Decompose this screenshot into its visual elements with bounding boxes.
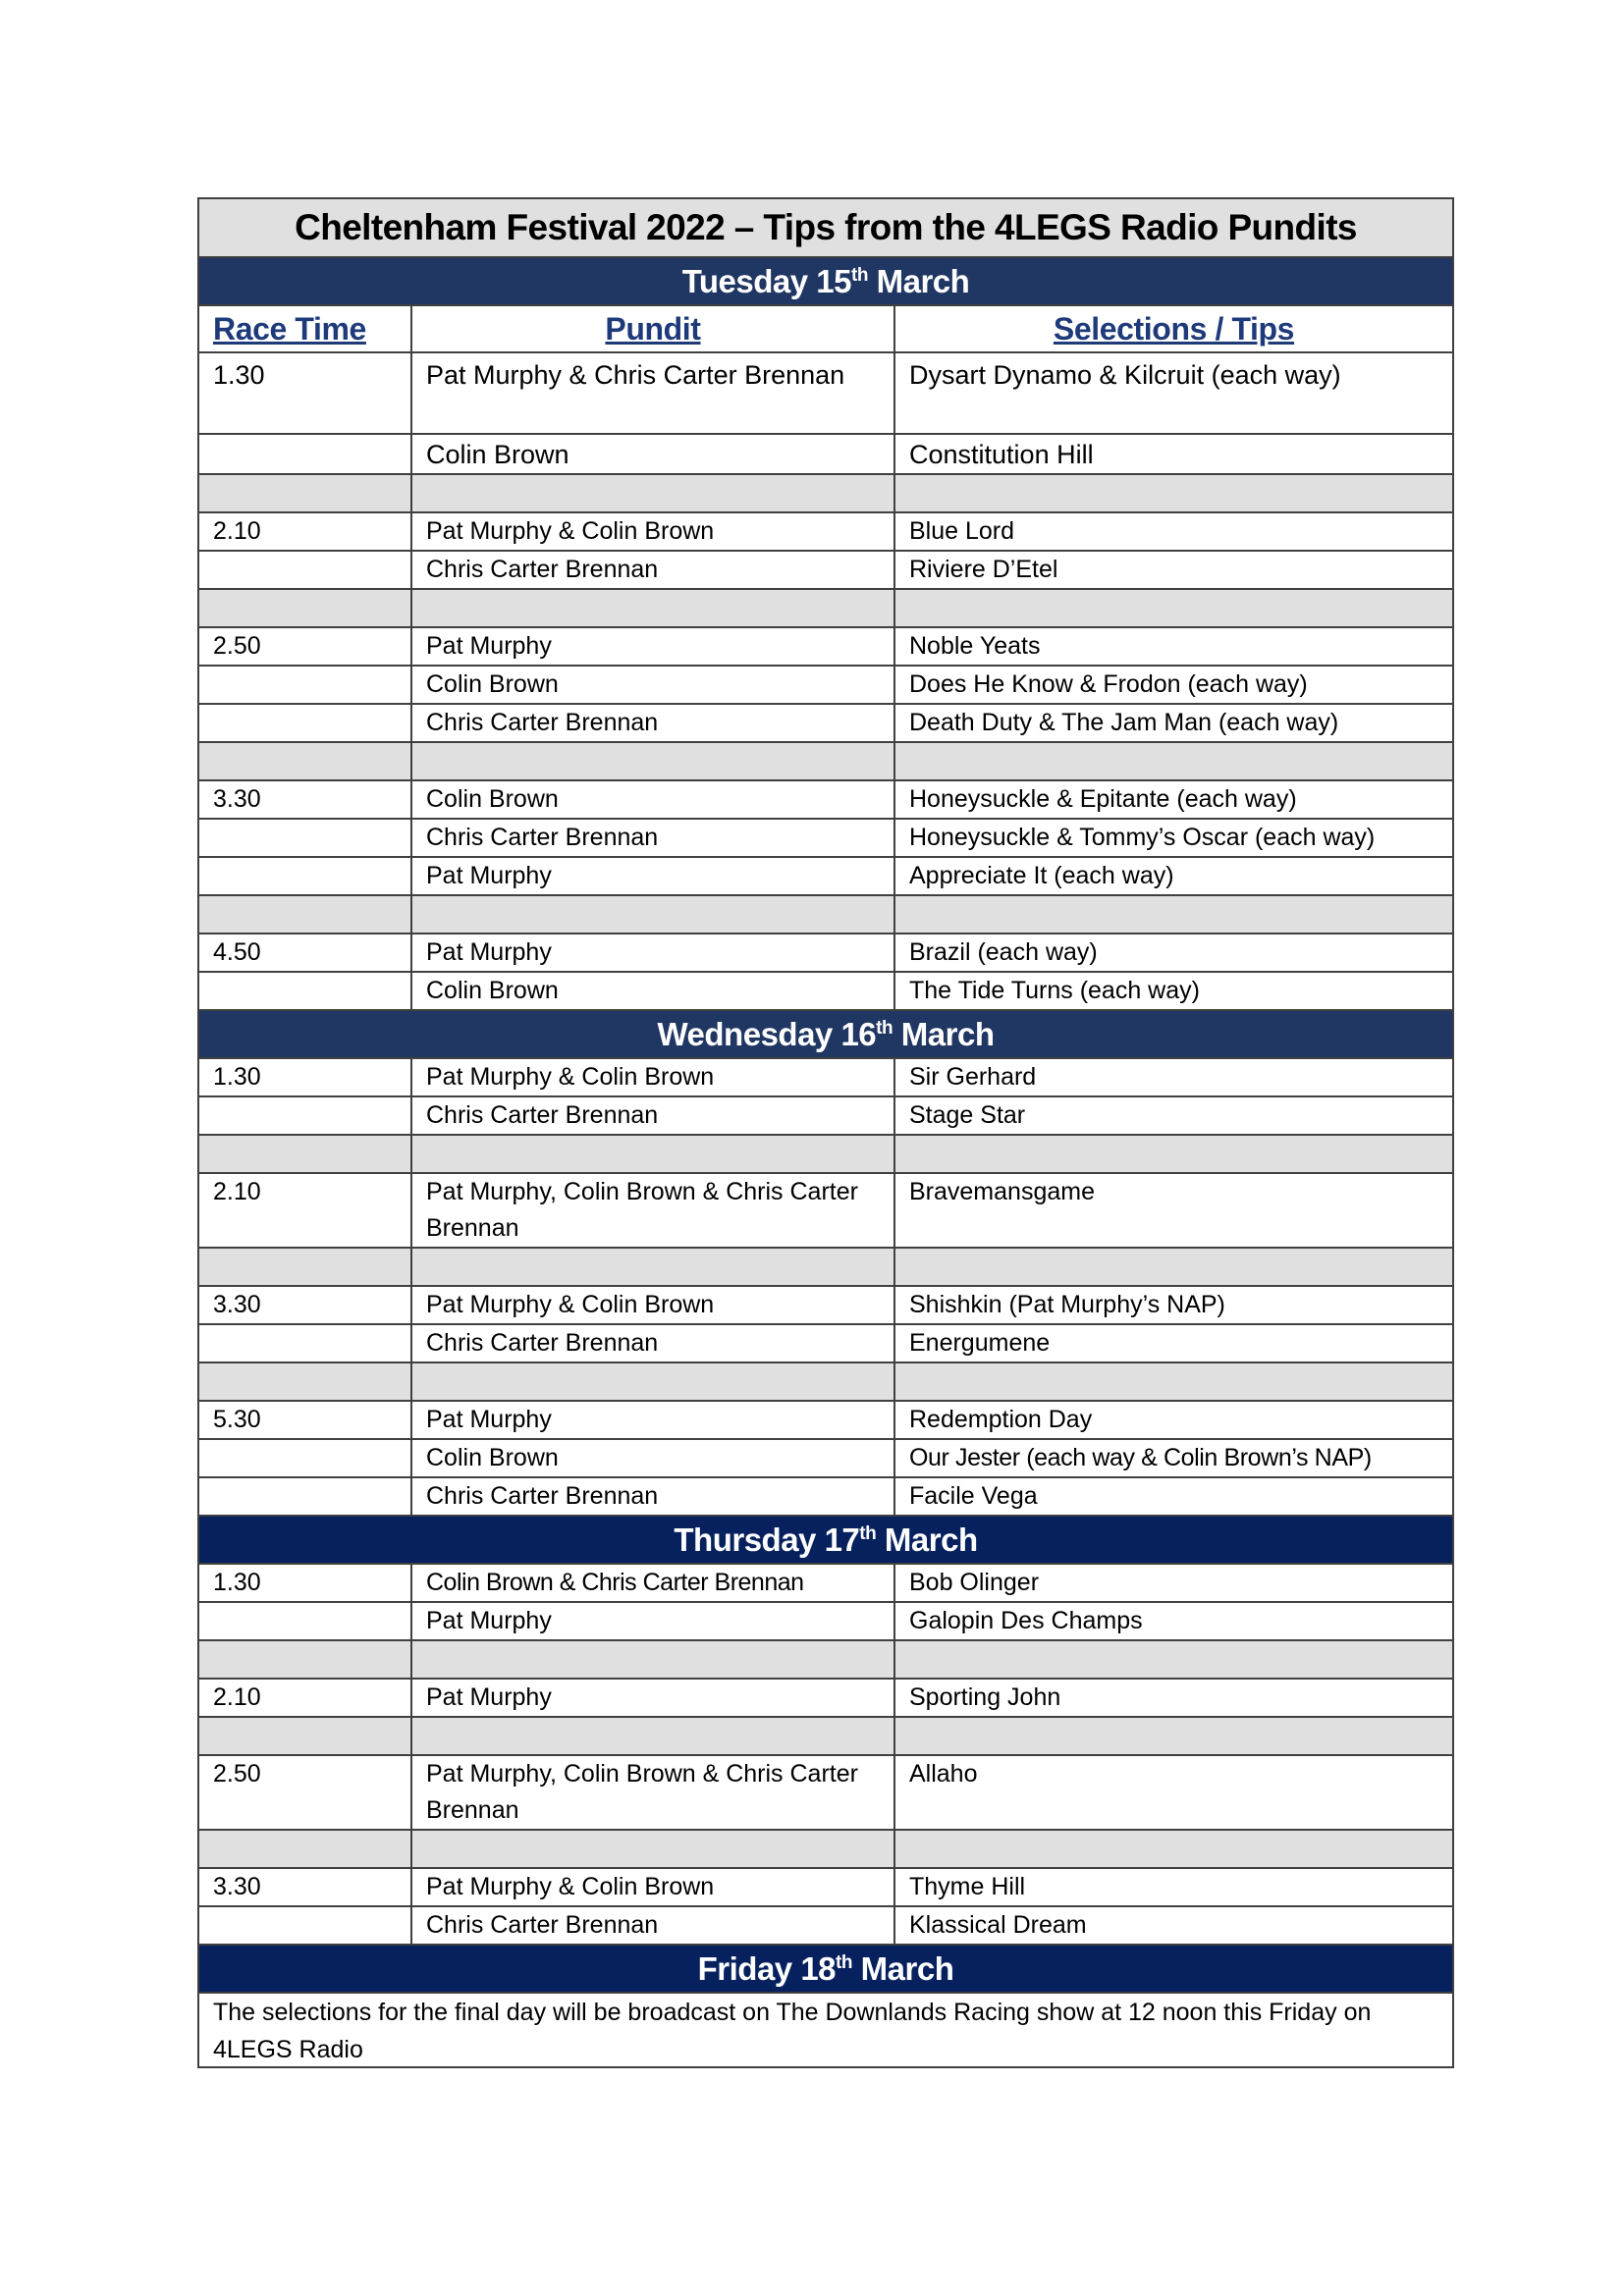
tips-table — [197, 197, 1454, 2068]
tip: Thyme Hill — [893, 1869, 1452, 1905]
tip: The Tide Turns (each way) — [893, 973, 1452, 1009]
pundit: Chris Carter Brennan — [410, 1478, 893, 1515]
column-headers — [199, 304, 1452, 351]
tip: Honeysuckle & Epitante (each way) — [893, 781, 1452, 818]
pundit: Pat Murphy — [410, 1680, 893, 1716]
pundit: Pat Murphy — [410, 1402, 893, 1438]
spacer-row — [199, 1716, 1452, 1754]
pundit: Chris Carter Brennan — [410, 705, 893, 741]
table-row — [199, 626, 1452, 665]
pundit: Chris Carter Brennan — [410, 1907, 893, 1944]
table-row — [199, 1057, 1452, 1095]
race-time — [199, 1603, 410, 1639]
pundit: Colin Brown — [410, 781, 893, 818]
tip: Constitution Hill — [893, 435, 1452, 473]
pundit: Pat Murphy & Colin Brown — [410, 513, 893, 550]
friday-note: The selections for the final day will be broadcast on The Downlands Racing show at 12 noon this Friday on 4LEGS Radio — [213, 1999, 1372, 2063]
table-row — [199, 1285, 1452, 1323]
pundit: Chris Carter Brennan — [410, 1097, 893, 1134]
spacer-row — [199, 741, 1452, 779]
race-time: 2.10 — [213, 1178, 261, 1205]
race-time: 1.30 — [213, 1063, 261, 1091]
pundit: Colin Brown — [410, 973, 893, 1009]
table-row — [199, 1438, 1452, 1476]
table-row — [199, 856, 1452, 894]
day-title: Wednesday 16th March — [657, 1015, 995, 1052]
pundit: Chris Carter Brennan — [410, 1325, 893, 1362]
pundit: Pat Murphy — [410, 1603, 893, 1639]
race-time: 4.50 — [213, 938, 261, 966]
race-time — [199, 667, 410, 703]
spacer-row — [199, 1362, 1452, 1400]
spacer-row — [199, 894, 1452, 933]
race-time: 3.30 — [213, 1291, 261, 1318]
pundit: Colin Brown — [410, 667, 893, 703]
tip: Sporting John — [893, 1680, 1452, 1716]
race-time — [199, 1907, 410, 1944]
friday-note-row — [199, 1992, 1452, 2066]
day-header-wednesday — [199, 1009, 1452, 1057]
day-header-thursday — [199, 1515, 1452, 1563]
table-row — [199, 1905, 1452, 1944]
pundit: Pat Murphy & Chris Carter Brennan — [410, 353, 893, 433]
header-race-time: Race Time — [213, 311, 366, 347]
spacer-row — [199, 1639, 1452, 1678]
tip: Dysart Dynamo & Kilcruit (each way) — [893, 353, 1452, 433]
race-time: 2.10 — [213, 517, 261, 545]
table-row — [199, 1400, 1452, 1438]
day-title: Tuesday 15th March — [681, 262, 970, 299]
table-row — [199, 818, 1452, 856]
race-time — [199, 820, 410, 856]
pundit: Chris Carter Brennan — [410, 820, 893, 856]
race-time — [199, 552, 410, 588]
pundit: Pat Murphy — [410, 628, 893, 665]
pundit: Chris Carter Brennan — [410, 552, 893, 588]
table-row — [199, 1095, 1452, 1134]
race-time — [199, 1097, 410, 1134]
table-row — [199, 1172, 1452, 1247]
pundit: Colin Brown — [410, 1440, 893, 1476]
tip: Allaho — [893, 1756, 1452, 1829]
tip: Klassical Dream — [893, 1907, 1452, 1944]
race-time: 2.50 — [213, 632, 261, 660]
race-time — [199, 1325, 410, 1362]
pundit: Pat Murphy, Colin Brown & Chris Carter Brennan — [410, 1756, 893, 1829]
tip: Honeysuckle & Tommy’s Oscar (each way) — [893, 820, 1452, 856]
race-time — [199, 1478, 410, 1515]
tip: Shishkin (Pat Murphy’s NAP) — [893, 1287, 1452, 1323]
pundit: Pat Murphy — [410, 934, 893, 971]
tip: Riviere D’Etel — [893, 552, 1452, 588]
tip: Redemption Day — [893, 1402, 1452, 1438]
tip: Noble Yeats — [893, 628, 1452, 665]
document-title — [199, 199, 1452, 256]
race-time — [199, 858, 410, 894]
pundit: Colin Brown — [410, 435, 893, 473]
race-time — [199, 973, 410, 1009]
day-title: Thursday 17th March — [674, 1521, 978, 1558]
table-row — [199, 511, 1452, 550]
table-row — [199, 1601, 1452, 1639]
race-time — [199, 435, 410, 473]
pundit: Colin Brown & Chris Carter Brennan — [410, 1565, 893, 1601]
race-time: 1.30 — [213, 360, 265, 390]
day-header-friday — [199, 1944, 1452, 1992]
tip: Our Jester (each way & Colin Brown’s NAP) — [893, 1440, 1452, 1476]
race-time — [199, 1440, 410, 1476]
tip: Does He Know & Frodon (each way) — [893, 667, 1452, 703]
header-selections: Selections / Tips — [893, 306, 1452, 351]
tip: Stage Star — [893, 1097, 1452, 1134]
spacer-row — [199, 1247, 1452, 1285]
table-row — [199, 665, 1452, 703]
table-row — [199, 1867, 1452, 1905]
tip: Energumene — [893, 1325, 1452, 1362]
table-row — [199, 1754, 1452, 1829]
spacer-row — [199, 1134, 1452, 1172]
tip: Bravemansgame — [893, 1174, 1452, 1247]
race-time: 5.30 — [213, 1406, 261, 1433]
race-time: 2.10 — [213, 1683, 261, 1711]
table-row — [199, 1476, 1452, 1515]
spacer-row — [199, 588, 1452, 626]
tip: Sir Gerhard — [893, 1059, 1452, 1095]
pundit: Pat Murphy & Colin Brown — [410, 1287, 893, 1323]
table-row — [199, 550, 1452, 588]
tip: Death Duty & The Jam Man (each way) — [893, 705, 1452, 741]
tip: Blue Lord — [893, 513, 1452, 550]
table-row — [199, 703, 1452, 741]
pundit: Pat Murphy — [410, 858, 893, 894]
spacer-row — [199, 473, 1452, 511]
title-text: Cheltenham Festival 2022 – Tips from the 4LEGS Radio Pundits — [295, 207, 1357, 247]
race-time: 2.50 — [213, 1760, 261, 1788]
table-row — [199, 1563, 1452, 1601]
table-row — [199, 1323, 1452, 1362]
day-title: Friday 18th March — [697, 1949, 954, 1987]
table-row — [199, 779, 1452, 818]
race-time: 3.30 — [213, 1873, 261, 1900]
spacer-row — [199, 1829, 1452, 1867]
table-row — [199, 1678, 1452, 1716]
day-header-tuesday — [199, 256, 1452, 304]
table-row — [199, 933, 1452, 971]
tip: Galopin Des Champs — [893, 1603, 1452, 1639]
tip: Facile Vega — [893, 1478, 1452, 1515]
pundit: Pat Murphy & Colin Brown — [410, 1869, 893, 1905]
tip: Brazil (each way) — [893, 934, 1452, 971]
table-row — [199, 351, 1452, 433]
tip: Bob Olinger — [893, 1565, 1452, 1601]
race-time: 1.30 — [213, 1569, 261, 1596]
race-time — [199, 705, 410, 741]
pundit: Pat Murphy, Colin Brown & Chris Carter Brennan — [410, 1174, 893, 1247]
table-row — [199, 971, 1452, 1009]
table-row — [199, 433, 1452, 473]
race-time: 3.30 — [213, 785, 261, 813]
tip: Appreciate It (each way) — [893, 858, 1452, 894]
header-pundit: Pundit — [410, 306, 893, 351]
pundit: Pat Murphy & Colin Brown — [410, 1059, 893, 1095]
